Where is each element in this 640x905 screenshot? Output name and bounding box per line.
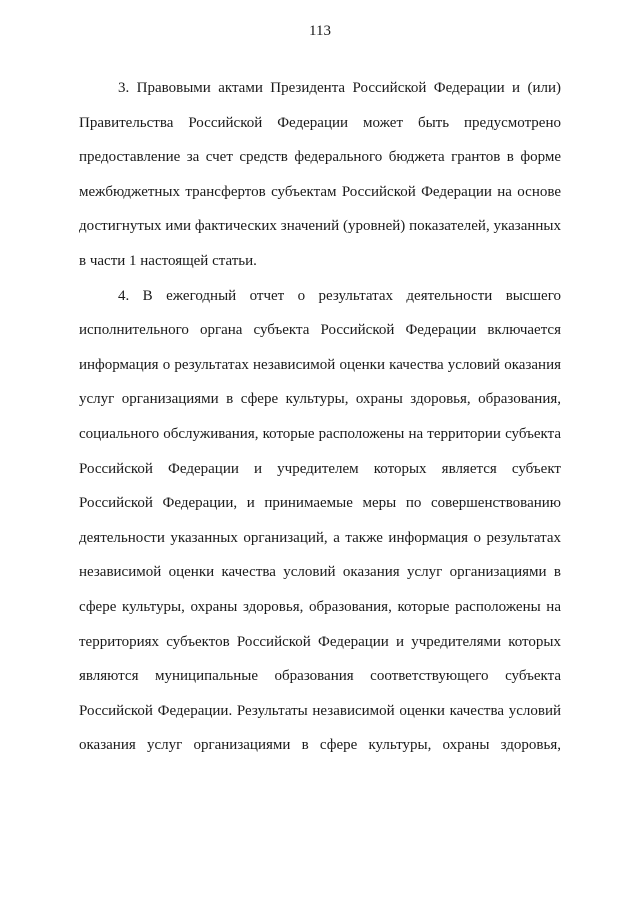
text-line: информация о результатах независимой оценки качества условий оказания — [79, 356, 561, 373]
text-line: территориях субъектов Российской Федерации и учредителями которых — [79, 633, 561, 650]
page-number: 113 — [309, 23, 331, 39]
text-line: деятельности указанных организаций, а также информация о результатах — [79, 529, 561, 546]
text-line: независимой оценки качества условий оказания услуг организациями в — [79, 564, 561, 581]
text-line: сфере культуры, охраны здоровья, образования, которые расположены на — [79, 598, 561, 615]
text-line: 4. В ежегодный отчет о результатах деятельности высшего — [118, 287, 561, 304]
text-line: Правительства Российской Федерации может быть предусмотрено — [79, 114, 561, 131]
text-line: Российской Федерации, и принимаемые меры по совершенствованию — [79, 495, 561, 512]
text-line: Российской Федерации и учредителем которых является субъект — [79, 460, 561, 477]
text-line: исполнительного органа субъекта Российской Федерации включается — [79, 322, 561, 339]
text-line: в части 1 настоящей статьи. — [79, 252, 257, 269]
text-line: достигнутых ими фактических значений (уровней) показателей, указанных — [79, 218, 561, 235]
text-line: услуг организациями в сфере культуры, охраны здоровья, образования, — [79, 391, 561, 408]
text-line: межбюджетных трансфертов субъектам Российской Федерации на основе — [79, 183, 561, 200]
text-line: 3. Правовыми актами Президента Российской Федерации и (или) — [118, 80, 561, 96]
text-line: Российской Федерации. Результаты независимой оценки качества условий — [79, 702, 561, 719]
text-line: являются муниципальные образования соответствующего субъекта — [79, 668, 561, 685]
body-text — [79, 71, 561, 763]
text-line: социального обслуживания, которые расположены на территории субъекта — [79, 425, 561, 442]
text-line: оказания услуг организациями в сфере культуры, охраны здоровья, — [79, 737, 561, 754]
text-line: предоставление за счет средств федерального бюджета грантов в форме — [79, 149, 561, 166]
